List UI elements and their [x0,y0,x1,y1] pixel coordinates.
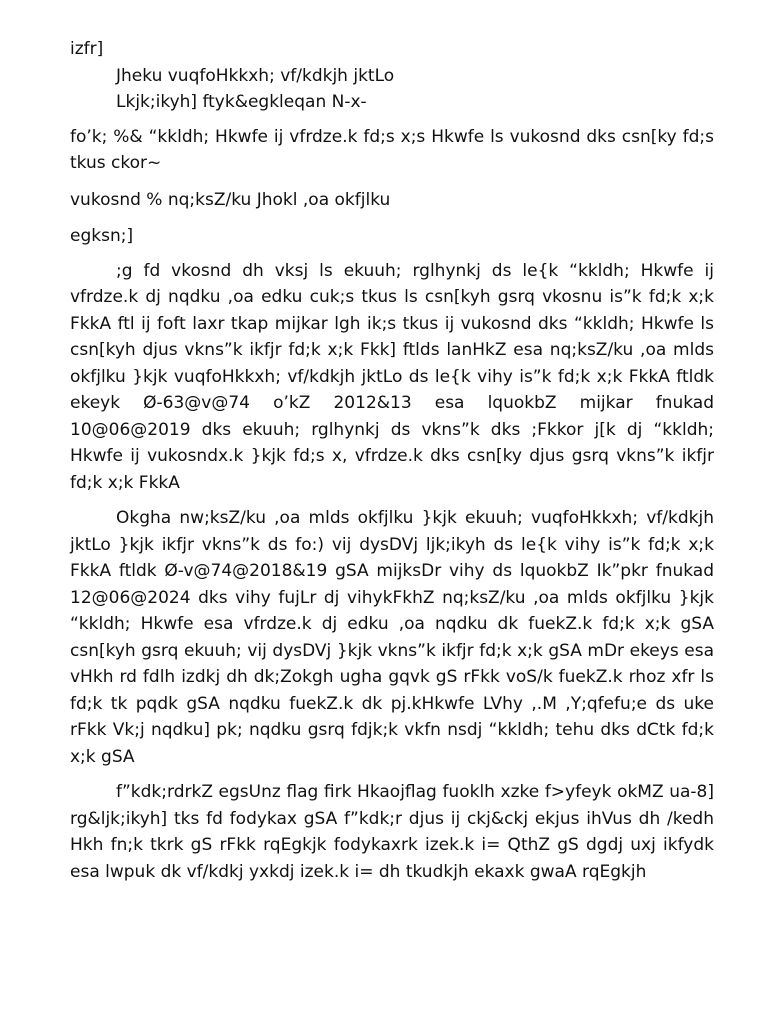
applicant-line: vukosnd % nq;ksZ/ku Jhokl ,oa okfjlku [70,189,391,210]
letter-page [70,36,714,885]
body-paragraph-2: Okgha nw;ksZ/ku ,oa mlds okfjlku }kjk ekuuh; vuqfoHkkxh; vf/kdkjh jktLo }kjk ikfjr vkns”k ds fo:) vij dysDVj ljk;ikyh ds le{k vihy is”k fd;k x;k FkkA ftldk Ø-v@74@2018&19 gSA mijksDr vihy ds lquokbZ Ik”pkr fnukad 12@06@2024 dks vihy fujLr dj vihykFkhZ nq;ksZ/ku ,oa mlds okfjlku }kjk “kkldh; Hkwfe esa vfrdze.k dj edku ,oa nqdku dk fuekZ.k fd;k x;k gSA csn[kyh gsrq ekuuh; vij dysDVj }kjk vkns”k ikfjr fd;k x;k gSA mDr ekeys esa vHkh rd fdlh izdkj dh dk;Zokgh ugha gqvk gS rFkk voS/k fuekZ.k rhoz xfr ls fd;k tk pqdk gSA nqdku fuekZ.k dk pj.kHkwfe LVhy ,.M ,Y;qfefu;e ds uke rFkk Vk;j nqdku] pk; nqdku gsrq fdjk;k vkfn nsdj “kkldh; tehu dks dCtk fd;k x;k gSA [70,508,714,767]
body-paragraph-3: f”kdk;rdrkZ egsUnz flag firk Hkaojflag fuoklh xzke f>yfeyk okMZ ua-8] rg&ljk;ikyh] tks fd fodykax gSA f”kdk;r djus ij ckj&ckj ekjus ihVus dh /kedh Hkh fn;k tkrk gS rFkk rqEgkjk fodykaxrk izek.k i= QthZ gS dgdj uxj ikfydk esa lwpuk dk vf/kdkj yxkdj izek.k i= dh tkudkjh ekaxk gwaA rqEgkjh [70,782,714,882]
greeting-line: egksn;] [70,226,134,246]
subject-line: fo’k; %& “kkldh; Hkwfe ij vfrdze.k fd;s x;s Hkwfe ls vukosnd dks csn[ky fd;s tkus ckor~ [70,126,714,173]
addressee-location: Lkjk;ikyh] ftyk&egkleqan N-x- [116,92,367,112]
addressee-designation: Jheku vuqfoHkkxh; vf/kdkjh jktLo [116,65,395,86]
body-paragraph-1: ;g fd vkosnd dh vksj ls ekuuh; rglhynkj ds le{k “kkldh; Hkwfe ij vfrdze.k dj nqdku ,oa edku cuk;s tkus ls csn[kyh gsrq vkosnu is”k fd;k x;k FkkA ftl ij foft laxr tkap mijkar lgh ik;s tkus ij vukosnd dks “kkldh; Hkwfe ls csn[kyh djus vkns”k ikfjr fd;k x;k Fkk] ftlds lanHkZ esa nq;ksZ/ku ,oa mlds okfjlku }kjk vuqfoHkkxh; vf/kdkjh jktLo ds le{k vihy is”k fd;k x;k FkkA ftldk ekeyk Ø-63@v@74 o’kZ 2012&13 esa lquokbZ mijkar fnukad 10@06@2019 dks ekuuh; rglhynkj ds vkns”k dks ;Fkkor j[k dj “kkldh; Hkwfe ij vukosndx.k }kjk fd;s x, vfrdze.k dks csn[ky djus gsrq vkns”k ikfjr fd;k x;k FkkA [70,260,714,493]
salutation-line: izfr] [70,39,104,59]
